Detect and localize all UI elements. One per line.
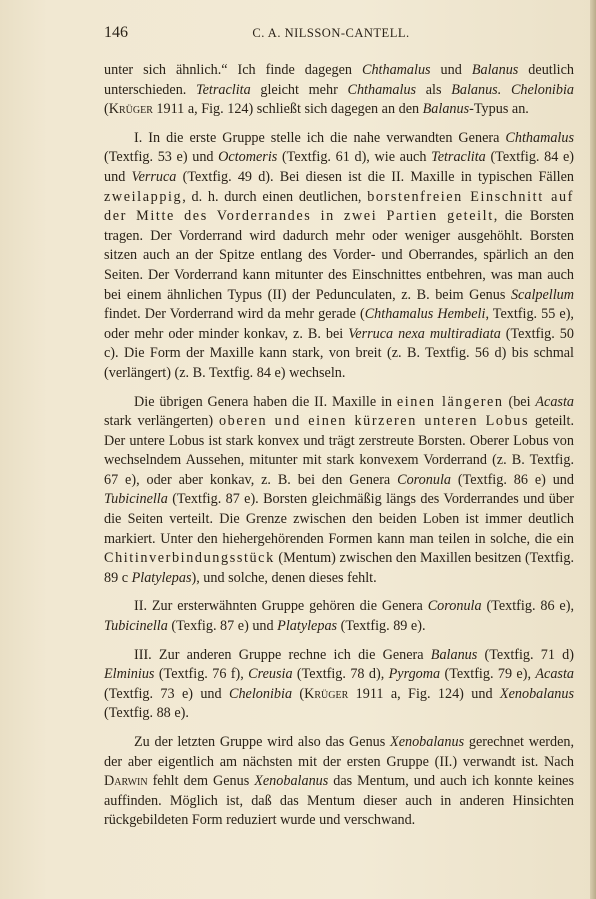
italic-term: Xenobalanus — [499, 685, 575, 702]
body-text — [104, 61, 574, 840]
text-run: zweilappig — [104, 188, 183, 205]
text-run: (Textfig. 86 e) und — [450, 471, 574, 488]
page-edge — [590, 0, 596, 899]
paragraph — [104, 393, 574, 589]
italic-term: Tetraclita — [431, 149, 486, 166]
text-run: borstenfreien Einschnitt auf der Mitte des Vorderrandes in zwei Partien geteilt — [104, 188, 574, 225]
italic-term: Coronula — [427, 598, 482, 615]
text-run: I. In die erste Gruppe stelle ich die nahe verwandten Genera — [134, 129, 506, 146]
paragraph — [104, 129, 574, 384]
italic-term: Verruca — [131, 168, 177, 185]
text-run: fehlt dem Genus — [147, 773, 255, 790]
italic-term: Pyrgoma — [388, 666, 441, 683]
text-run: (Textfig. 79 e), — [440, 666, 536, 683]
text-run: (Textfig. 84 e) und — [104, 149, 575, 185]
italic-term: Chthamalus — [361, 62, 431, 78]
text-run: (Textfig. 88 e). — [104, 705, 189, 722]
text-run: Darwin — [104, 773, 148, 790]
paragraph — [104, 646, 574, 724]
text-run: Zu der letzten Gruppe wird also das Genus — [134, 734, 391, 750]
italic-term: Chelonibia — [510, 81, 575, 98]
italic-term: Platylepas — [131, 569, 192, 586]
text-run — [501, 82, 511, 98]
italic-term: Balanus. — [451, 81, 502, 98]
italic-term: Balanus — [422, 101, 470, 118]
text-run: (Textfig. 61 d), wie auch — [277, 149, 432, 166]
italic-term: Elminius — [104, 666, 155, 683]
text-run: (Texfig. 87 e) und — [167, 618, 278, 635]
text-run: (Textfig. 50 c). Die Form der Maxille kann stark, von breit (z. B. Textfig. 56 d) bis schmal (verlängert) (z. B. Textfig. 84 e) wechseln. — [104, 325, 574, 381]
text-run: oberen und einen kürzeren unteren Lobus — [218, 413, 530, 430]
text-run: als — [416, 81, 452, 98]
italic-term: Verruca nexa multiradiata — [348, 325, 501, 342]
text-run: 1911 a, Fig. 124) und — [348, 685, 500, 702]
text-run: gleicht mehr — [250, 81, 348, 98]
text-run: und — [430, 62, 472, 78]
italic-term: Octomeris — [218, 149, 278, 166]
text-run: 1911 a, Fig. 124) schließt sich dagegen an den — [152, 101, 423, 118]
italic-term: Tubicinella — [104, 618, 168, 635]
text-run: II. Zur ersterwähnten Gruppe gehören die Genera — [134, 598, 428, 615]
text-run: (Textfig. 76 f), — [154, 666, 249, 683]
italic-term: Chelonibia — [228, 685, 293, 702]
text-run: , die Borsten tragen. Der Vorderrand wird dadurch mehr oder weniger ausgehöhlt. Borsten sitzen auch an der Spitze entlang des Vorder- und Oberrandes, spärlich an den Seiten. Der Vorderrand kann mitunter des Einschnittes entbehren, was man auch bei einem ähnlichen Typus (II) der Pedunculaten, z. B. beim Genus — [104, 208, 575, 303]
text-run: , d. h. durch einen deutlichen, — [182, 188, 368, 205]
text-run: (Textfig. 86 e), — [481, 598, 574, 615]
text-run: ( — [104, 101, 109, 118]
text-run: (Textfig. 53 e) und — [104, 149, 219, 166]
text-run: (Textfig. 89 e). — [337, 618, 426, 635]
running-title: C. A. NILSSON-CANTELL. — [252, 26, 410, 40]
text-run: (Textfig. 73 e) und — [104, 685, 229, 702]
text-run: unter sich ähnlich.“ Ich finde dagegen — [104, 62, 362, 78]
italic-term: Xenobalanus — [254, 773, 329, 790]
paragraph — [104, 597, 574, 636]
text-run: , Textfig. 55 e), oder mehr oder minder konkav, z. B. bei — [104, 306, 574, 342]
text-run: Chitinverbindungsstück — [104, 550, 275, 567]
text-run: III. Zur anderen Gruppe rechne ich die Genera — [134, 646, 431, 663]
italic-term: Coronula — [397, 471, 451, 488]
page-number: 146 — [104, 24, 128, 41]
text-run: (Textfig. 71 d) — [477, 646, 575, 663]
text-run: ( — [292, 685, 305, 702]
italic-term: Chthamalus — [347, 81, 417, 98]
text-run: (Textfig. 87 e). Borsten gleichmäßig längs des Vorderrandes und über die Seiten verteilt. Die Grenze zwischen den beiden Loben ist immer deutlich markiert. Unter den hiehergehörenden Formen kann man teilen in solche, die ein — [104, 491, 574, 547]
paragraph — [104, 61, 574, 120]
text-run: stark verlängerten) — [104, 413, 219, 430]
italic-term: Tetraclita — [196, 81, 251, 98]
italic-term: Balanus — [471, 62, 519, 78]
text-run: (Textfig. 49 d). Bei diesen ist die II. Maxille in typischen Fällen — [176, 168, 574, 185]
text-run: (Mentum) zwischen den Maxillen besitzen (Textfig. 89 c — [104, 550, 574, 586]
page-header — [100, 24, 562, 44]
paragraph — [104, 733, 574, 831]
text-run: gerechnet werden, der aber eigentlich am nächsten mit der ersten Gruppe (II.) verwandt ist. Nach — [104, 734, 575, 770]
text-run: Krüger — [304, 685, 349, 702]
text-run: ), und solche, denen dieses fehlt. — [191, 569, 377, 586]
italic-term: Platylepas — [277, 618, 338, 635]
italic-term: Chthamalus Hembeli — [364, 306, 486, 323]
italic-term: Creusia — [248, 666, 293, 683]
italic-term: Scalpellum — [510, 286, 574, 303]
text-run: das Mentum, und auch ich konnte keines auffinden. Möglich ist, daß das Mentum dieser auch in anderen Hinsichten rückgebildeten Form reduziert wurde und verschwand. — [104, 773, 574, 829]
text-run: deutlich unterschieden. — [104, 62, 575, 98]
italic-term: Acasta — [535, 666, 574, 683]
text-run: Die übrigen Genera haben die II. Maxille in — [134, 393, 397, 410]
italic-term: Chthamalus — [505, 129, 574, 146]
text-run: geteilt. Der untere Lobus ist stark konvex und trägt zerstreute Borsten. Oberer Lobus von wechselndem Aussehen, mitunter mit stark konvexem Vorderrand (z. B. Textfig. 67 e), oder aber konkav, z. B. bei den Genera — [104, 413, 574, 488]
italic-term: Acasta — [535, 393, 574, 410]
text-run: einen längeren — [396, 393, 504, 410]
text-run: findet. Der Vorderrand wird da mehr gerade ( — [104, 306, 365, 323]
text-run: -Typus an. — [469, 101, 529, 118]
italic-term: Tubicinella — [104, 491, 168, 508]
text-run: (bei — [503, 393, 536, 410]
italic-term: Xenobalanus — [390, 734, 465, 750]
text-run: (Textfig. 78 d), — [292, 666, 389, 683]
text-run: Krüger — [108, 101, 153, 118]
italic-term: Balanus — [430, 646, 478, 663]
